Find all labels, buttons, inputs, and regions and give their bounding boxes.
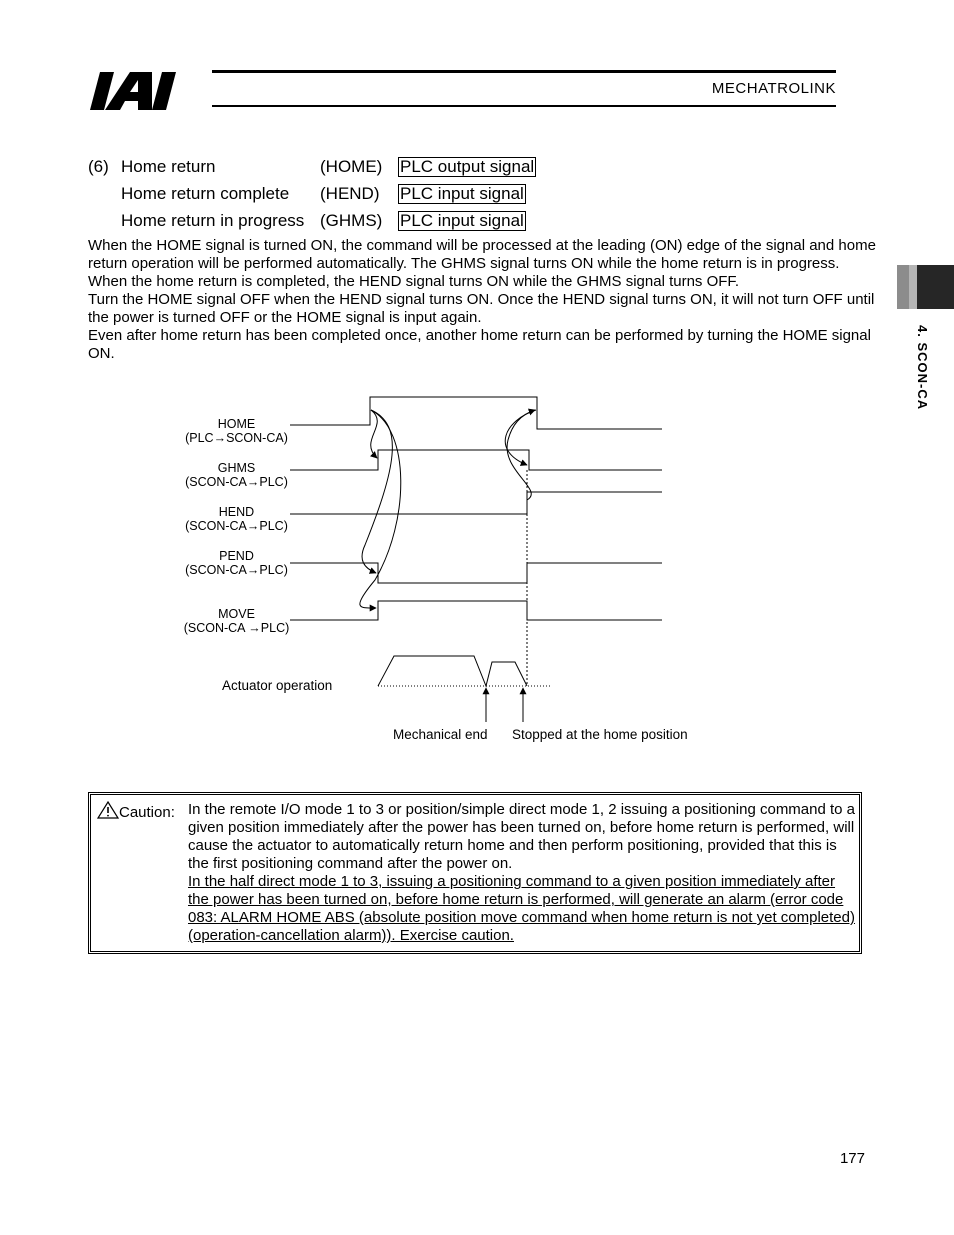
caution-paragraph: In the remote I/O mode 1 to 3 or position/simple direct mode 1, 2 issuing a positioning command to a given position immediately after the power has been turned on, before home return is performed, will cause the actuator to automatically return home and then perform positioning, provided that this is the first positioning command after the power on. [188, 801, 856, 872]
signal-name: Home return in progress [121, 211, 305, 230]
mechanical-end-label: Mechanical end [393, 727, 488, 742]
description-paragraph: Turn the HOME signal OFF when the HEND signal turns ON. Once the HEND signal turns ON, it will not turn OFF until the power is turned OFF or the HOME signal is input again. [88, 291, 875, 326]
move-waveform [290, 601, 662, 620]
signal-direction: (SCON-CA→PLC) [185, 475, 288, 489]
home-waveform [290, 397, 662, 429]
description-paragraph: When the HOME signal is turned ON, the command will be processed at the leading (ON) edge of the signal and home return operation will be performed automatically. The GHMS signal turns ON while the home return is in progress. [88, 237, 876, 272]
signal-name: Home return [121, 157, 216, 176]
signal-name: MOVE [218, 607, 255, 621]
signal-direction: (SCON-CA→PLC) [185, 563, 288, 577]
signal-type: PLC input signal [400, 211, 524, 230]
signal-name: Home return complete [121, 184, 290, 203]
caution-heading [97, 801, 175, 821]
section-number: (6) [88, 157, 109, 176]
hend-waveform [290, 492, 662, 514]
description-paragraph: When the home return is completed, the HEND signal turns ON while the GHMS signal turns OFF. [88, 273, 740, 290]
signal-code: (HEND) [320, 184, 380, 203]
signal-name: GHMS [217, 461, 256, 475]
warning-icon [97, 801, 119, 819]
home-position-label: Stopped at the home position [512, 727, 688, 742]
signal-name: PEND [219, 549, 254, 563]
actuator-profile [378, 656, 527, 686]
home-to-pend-arrow [362, 410, 392, 573]
pend-waveform [290, 563, 662, 583]
caution-paragraph-underlined: In the half direct mode 1 to 3, issuing a positioning command to a given position immediately after the power has been turned on, before home return is performed, will generate an alarm (error code 083: ALARM HOME ABS (absolute position move command when home return is not yet completed) (operation-cancellation alarm)). Exercise caution. [188, 873, 855, 944]
signal-type: PLC input signal [400, 184, 524, 203]
signal-name: HOME [217, 417, 256, 431]
signal-direction: (SCON-CA→PLC) [185, 519, 288, 533]
home-to-ghms-arrow [371, 410, 378, 458]
signal-name: HEND [218, 505, 255, 519]
section-title: MECHATROLINK [711, 80, 836, 97]
signal-type: PLC output signal [400, 157, 535, 176]
actuator-operation-label: Actuator operation [222, 678, 333, 693]
description-paragraph: Even after home return has been completed once, another home return can be performed by turning the HOME signal ON. [88, 327, 871, 362]
signal-direction: (SCON-CA →PLC) [183, 621, 290, 635]
ghms-waveform [290, 450, 662, 470]
caution-text [188, 801, 858, 945]
signal-code: (GHMS) [320, 211, 383, 230]
signal-direction: (PLC→SCON-CA) [185, 431, 288, 445]
home-to-move-arrow [360, 410, 401, 608]
caution-label: Caution: [119, 804, 175, 821]
page-number: 177 [839, 1150, 865, 1167]
chapter-label: 4. SCON-CA [915, 325, 930, 411]
signal-code: (HOME) [320, 157, 383, 176]
